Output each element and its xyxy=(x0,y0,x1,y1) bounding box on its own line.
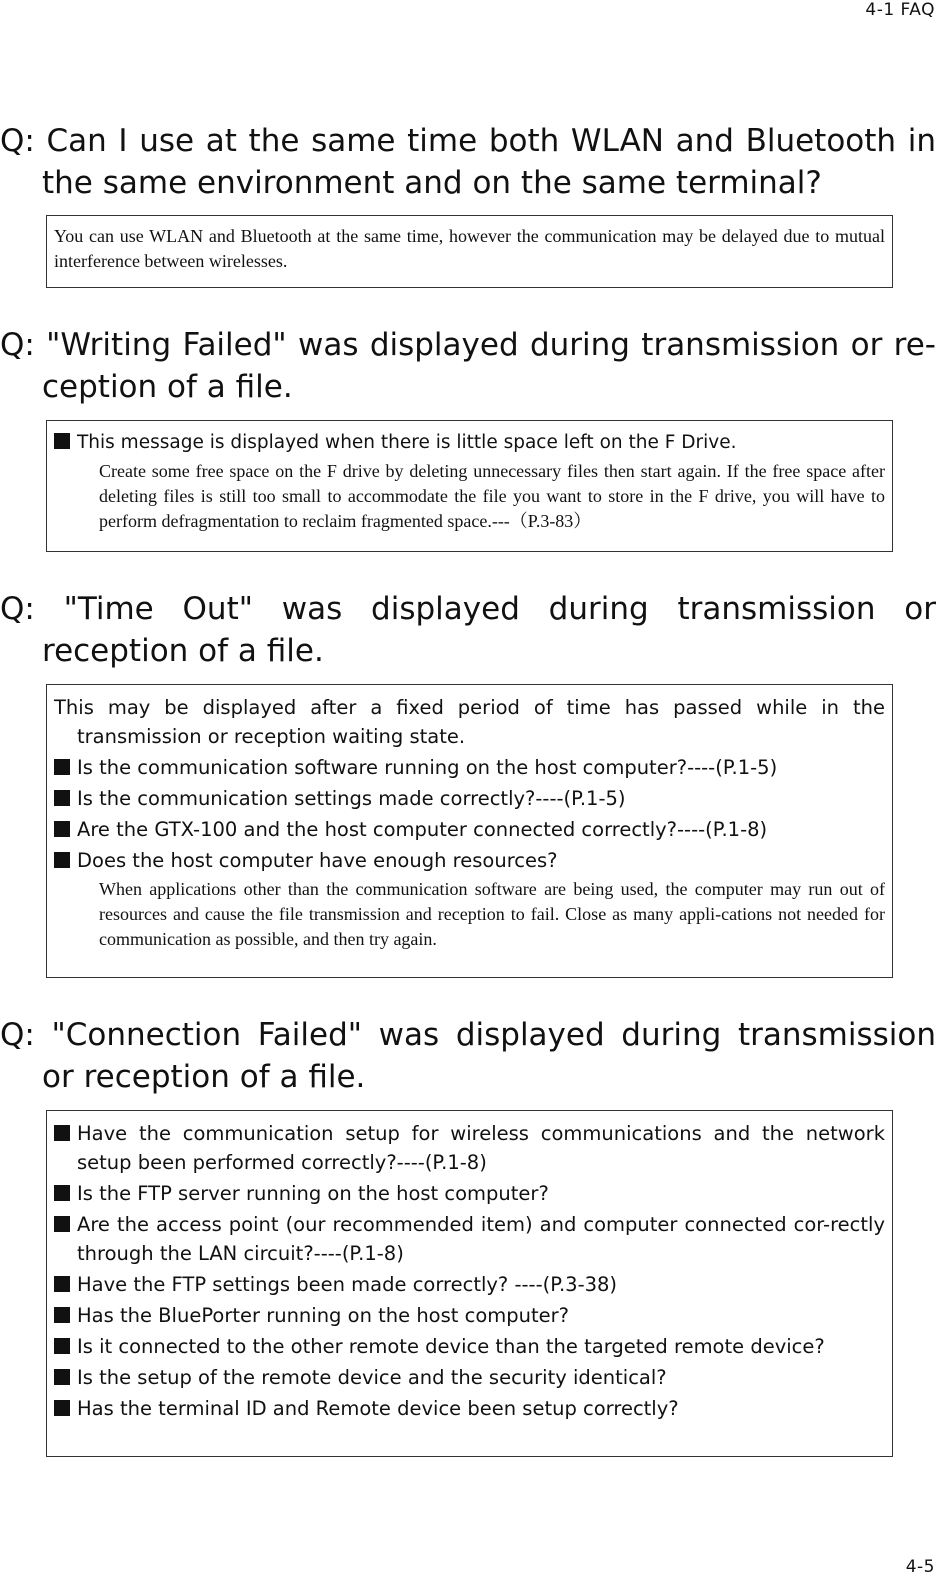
answer-intro: This may be displayed after a fixed period of time has passed while in the transmission or reception waiting state. xyxy=(54,696,885,748)
answer-bullet-item: Is the communication software running on the host computer?----(P.1-5) xyxy=(54,753,885,782)
square-bullet-icon xyxy=(54,429,77,457)
faq-question-wlan-bluetooth: Q: Can I use at the same time both WLAN and Bluetooth in the same environment and on the same terminal? xyxy=(0,123,936,201)
square-bullet-icon xyxy=(54,1210,77,1239)
answer-detail: Create some free space on the F drive by deleting unnecessary files then start again. If the free space after deleting files is still too small to accommodate the file you want to store in the F drive, you will have to perform defragmentation to reclaim fragmented space.---（P.3-83） xyxy=(99,461,885,531)
square-bullet-icon xyxy=(54,753,77,782)
answer-bullet-item: Has the terminal ID and Remote device been setup correctly? xyxy=(54,1394,885,1423)
answer-bullet-item: Is the FTP server running on the host computer? xyxy=(54,1179,885,1208)
square-bullet-icon xyxy=(54,1332,77,1361)
faq-answer-text: You can use WLAN and Bluetooth at the same time, however the communication may be delayed due to mutual interference between wirelesses. xyxy=(54,226,885,271)
square-bullet-icon xyxy=(54,846,77,875)
answer-bullet-item: Are the GTX-100 and the host computer connected correctly?----(P.1-8) xyxy=(54,815,885,844)
square-bullet-icon xyxy=(54,1179,77,1208)
square-bullet-icon xyxy=(54,1270,77,1299)
square-bullet-icon xyxy=(54,815,77,844)
answer-bullet-item: Are the access point (our recommended item) and computer connected cor-rectly through the LAN circuit?----(P.1-8) xyxy=(54,1210,885,1268)
square-bullet-icon xyxy=(54,1394,77,1423)
section-header: 4-1 FAQ xyxy=(865,0,935,20)
faq-answer-box-wlan-bluetooth xyxy=(46,215,893,288)
square-bullet-icon xyxy=(54,1301,77,1330)
faq-question-connection-failed: Q: "Connection Failed" was displayed during transmission or reception of a file. xyxy=(0,1017,936,1095)
square-bullet-icon xyxy=(54,1119,77,1148)
page-number: 4-5 xyxy=(905,1557,935,1577)
answer-bullet-item: Have the communication setup for wireless communications and the network setup been performed correctly?----(P.1-8) xyxy=(54,1119,885,1177)
faq-answer-box-time-out xyxy=(46,684,893,978)
answer-bullet-item: This message is displayed when there is little space left on the F Drive. xyxy=(54,429,885,457)
answer-bullet-item: Is the communication settings made correctly?----(P.1-5) xyxy=(54,784,885,813)
square-bullet-icon xyxy=(54,1363,77,1392)
answer-bullet-item: Is it connected to the other remote device than the targeted remote device? xyxy=(54,1332,885,1361)
answer-bullet-item: Is the setup of the remote device and the security identical? xyxy=(54,1363,885,1392)
faq-question-writing-failed: Q: "Writing Failed" was displayed during transmission or re-ception of a file. xyxy=(0,327,936,405)
square-bullet-icon xyxy=(54,784,77,813)
faq-answer-box-connection-failed xyxy=(46,1110,893,1457)
faq-answer-box-writing-failed xyxy=(46,420,893,552)
answer-bullet-item: Have the FTP settings been made correctly? ----(P.3-38) xyxy=(54,1270,885,1299)
answer-bullet-item: Has the BluePorter running on the host computer? xyxy=(54,1301,885,1330)
faq-question-time-out: Q: "Time Out" was displayed during transmission or reception of a file. xyxy=(0,591,936,669)
answer-bullet-item: Does the host computer have enough resources? xyxy=(54,846,885,875)
answer-detail: When applications other than the communication software are being used, the computer may run out of resources and cause the file transmission and reception to fail. Close as many appli-cations not needed for communication as possible, and then try again. xyxy=(99,879,885,949)
